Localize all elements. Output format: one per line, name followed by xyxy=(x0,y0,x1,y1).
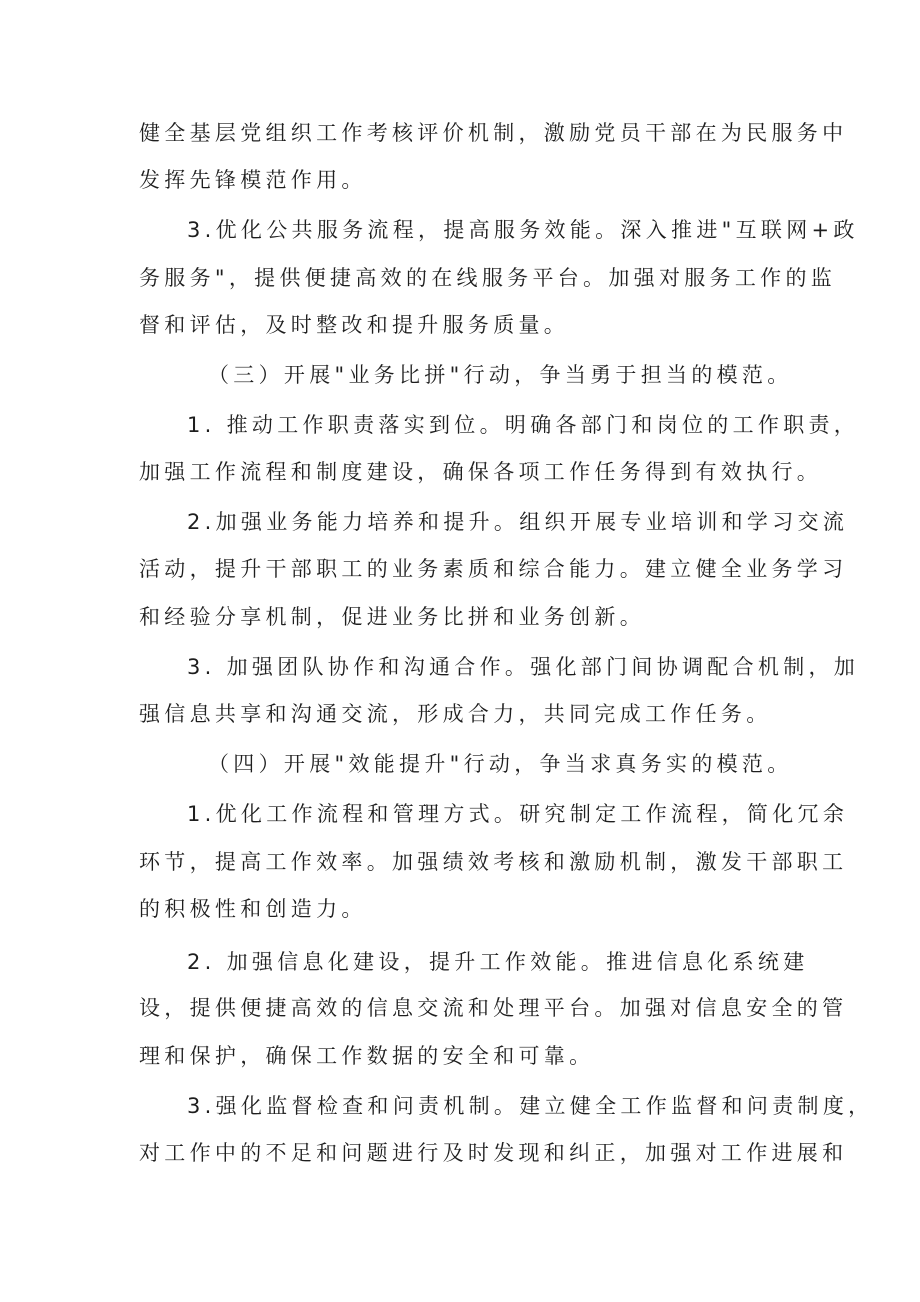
text-line: 理和保护，确保工作数据的安全和可靠。 xyxy=(139,1044,595,1068)
text-line: 设，提供便捷高效的信息交流和处理平台。加强对信息安全的管 xyxy=(139,996,848,1020)
paragraph-start-line: 1.优化工作流程和管理方式。研究制定工作流程，简化冗余 xyxy=(187,802,849,826)
paragraph-start-line: 1. 推动工作职责落实到位。明确各部门和岗位的工作职责， xyxy=(187,413,860,437)
paragraph-start-line: 2. 加强信息化建设，提升工作效能。推进信息化系统建 xyxy=(187,950,809,974)
text-line: 加强工作流程和制度建设，确保各项工作任务得到有效执行。 xyxy=(139,460,823,484)
paragraph-start-line: 2.加强业务能力培养和提升。组织开展专业培训和学习交流 xyxy=(187,510,849,534)
text-line: 发挥先锋模范作用。 xyxy=(139,168,367,192)
paragraph-start-line: 3.强化监督检查和问责机制。建立健全工作监督和问责制度， xyxy=(187,1094,874,1118)
paragraph-start-line: 3.优化公共服务流程，提高服务效能。深入推进"互联网+政 xyxy=(187,218,859,242)
text-line: 活动，提升干部职工的业务素质和综合能力。建立健全业务学习 xyxy=(139,557,848,581)
text-line: 的积极性和创造力。 xyxy=(139,897,367,921)
paragraph-start-line: 3. 加强团队协作和沟通合作。强化部门间协调配合机制，加 xyxy=(187,655,860,679)
text-line: 务服务"，提供便捷高效的在线服务平台。加强对服务工作的监 xyxy=(139,266,837,290)
text-line: 健全基层党组织工作考核评价机制，激励党员干部在为民服务中 xyxy=(139,121,848,145)
section-heading-three: （三）开展"业务比拼"行动，争当勇于担当的模范。 xyxy=(208,363,793,387)
text-line: 督和评估，及时整改和提升服务质量。 xyxy=(139,313,570,337)
text-line: 和经验分享机制，促进业务比拼和业务创新。 xyxy=(139,605,645,629)
section-heading-four: （四）开展"效能提升"行动，争当求真务实的模范。 xyxy=(208,752,793,776)
text-line: 环节，提高工作效率。加强绩效考核和激励机制，激发干部职工 xyxy=(139,850,848,874)
text-line: 对工作中的不足和问题进行及时发现和纠正，加强对工作进展和 xyxy=(139,1141,848,1165)
text-line: 强信息共享和沟通交流，形成合力，共同完成工作任务。 xyxy=(139,702,772,726)
